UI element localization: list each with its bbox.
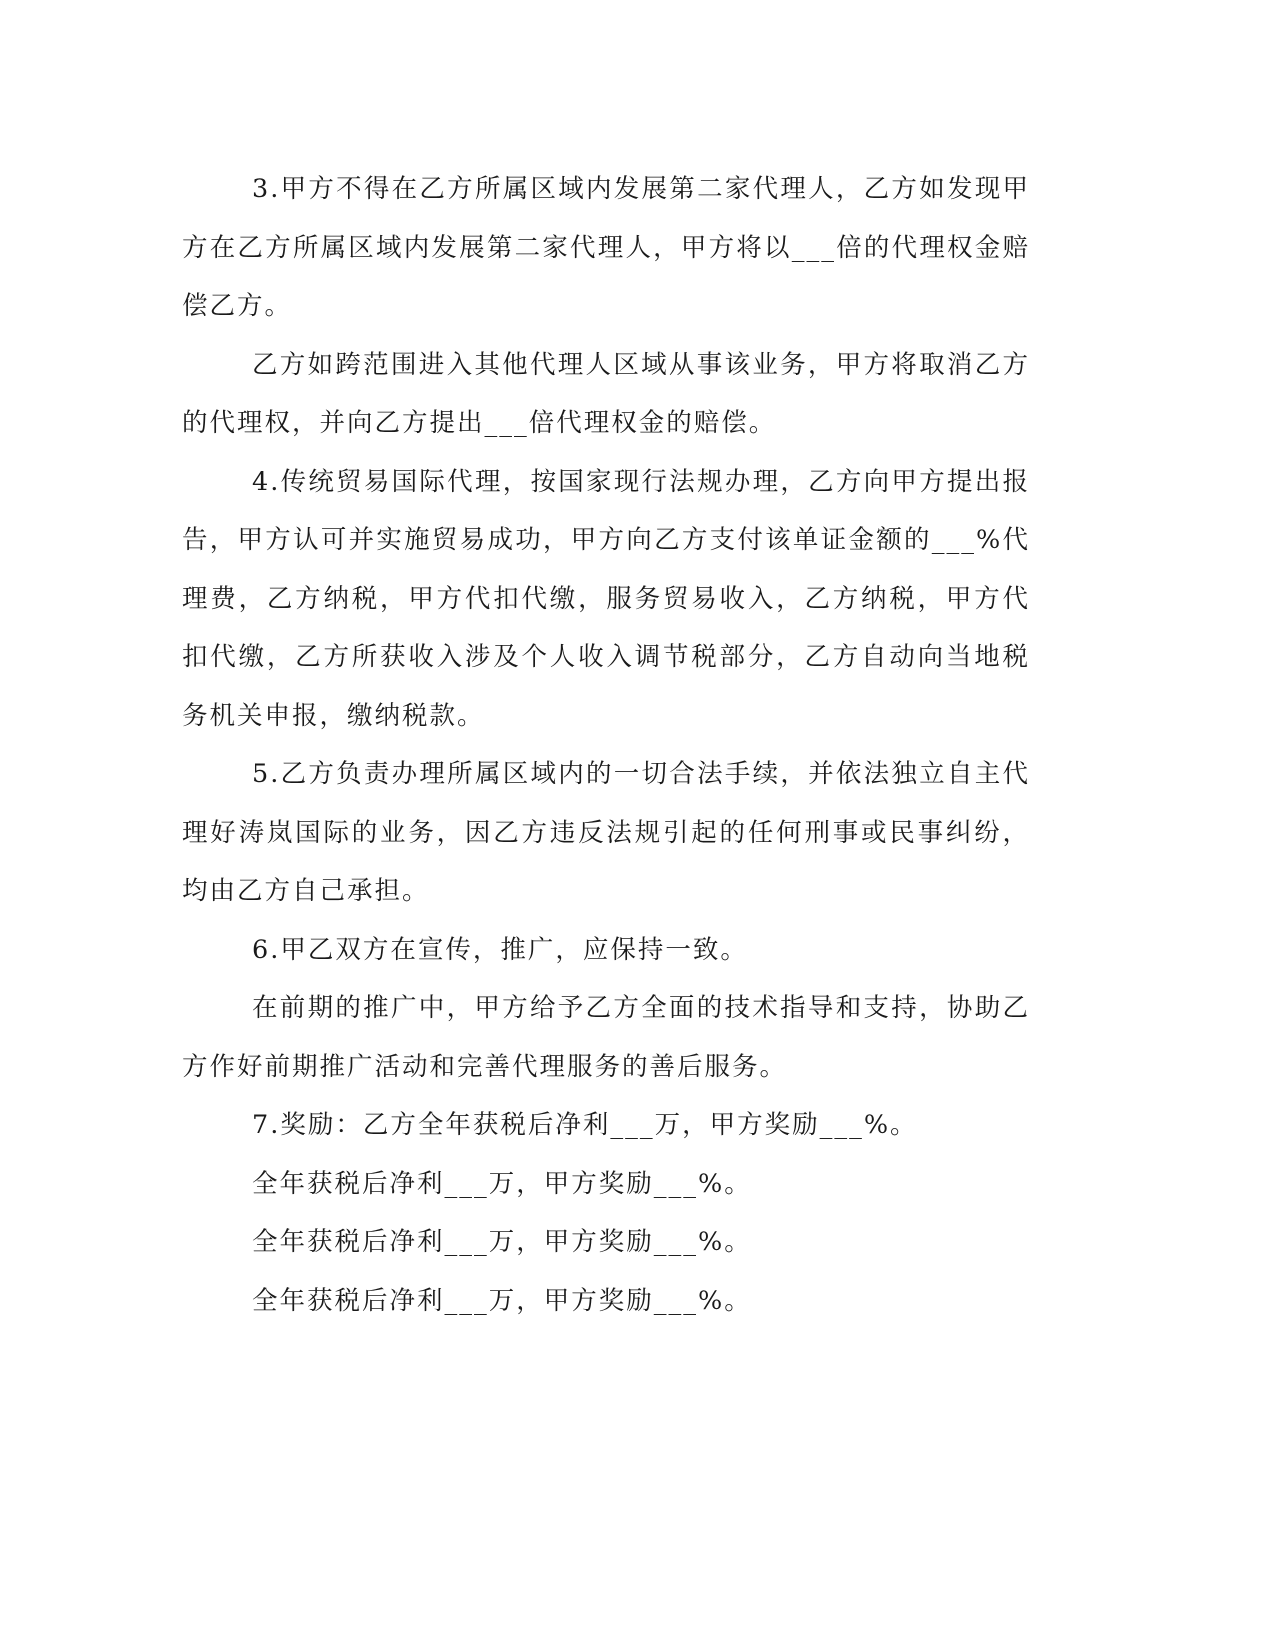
clause-6-paragraph: 6.甲乙双方在宣传，推广，应保持一致。 [252,934,748,965]
clause-4-paragraph: 4.传统贸易国际代理，按国家现行法规办理，乙方向甲方提出报告，甲方认可并实施贸易成功，甲方向乙方支付该单证金额的___%代理费，乙方纳税，甲方代扣代缴，服务贸易收入，乙方纳税，甲方代扣代缴，乙方所获收入涉及个人收入调节税部分，乙方自动向当地税务机关申报，缴纳税款。 [182,466,1030,731]
clause-7-paragraph: 7.奖励：乙方全年获税后净利___万，甲方奖励___%。 [252,1110,918,1140]
clause-7-tier-4-paragraph: 全年获税后净利___万，甲方奖励___%。 [252,1285,752,1316]
clause-3-paragraph: 3.甲方不得在乙方所属区域内发展第二家代理人，乙方如发现甲方在乙方所属区域内发展第二家代理人，甲方将以___倍的代理权金赔偿乙方。 [182,174,1030,321]
clause-3-continuation-paragraph: 乙方如跨范围进入其他代理人区域从事该业务，甲方将取消乙方的代理权，并向乙方提出___倍代理权金的赔偿。 [182,349,1030,438]
clause-7-tier-3-paragraph: 全年获税后净利___万，甲方奖励___%。 [252,1227,752,1257]
clause-6-continuation-paragraph: 在前期的推广中，甲方给予乙方全面的技术指导和支持，协助乙方作好前期推广活动和完善代理服务的善后服务。 [182,993,1030,1082]
clause-5-paragraph: 5.乙方负责办理所属区域内的一切合法手续，并依法独立自主代理好涛岚国际的业务，因乙方违反法规引起的任何刑事或民事纠纷，均由乙方自己承担。 [182,759,1030,906]
document-page [182,160,1030,1330]
clause-7-tier-2-paragraph: 全年获税后净利___万，甲方奖励___%。 [252,1168,752,1199]
